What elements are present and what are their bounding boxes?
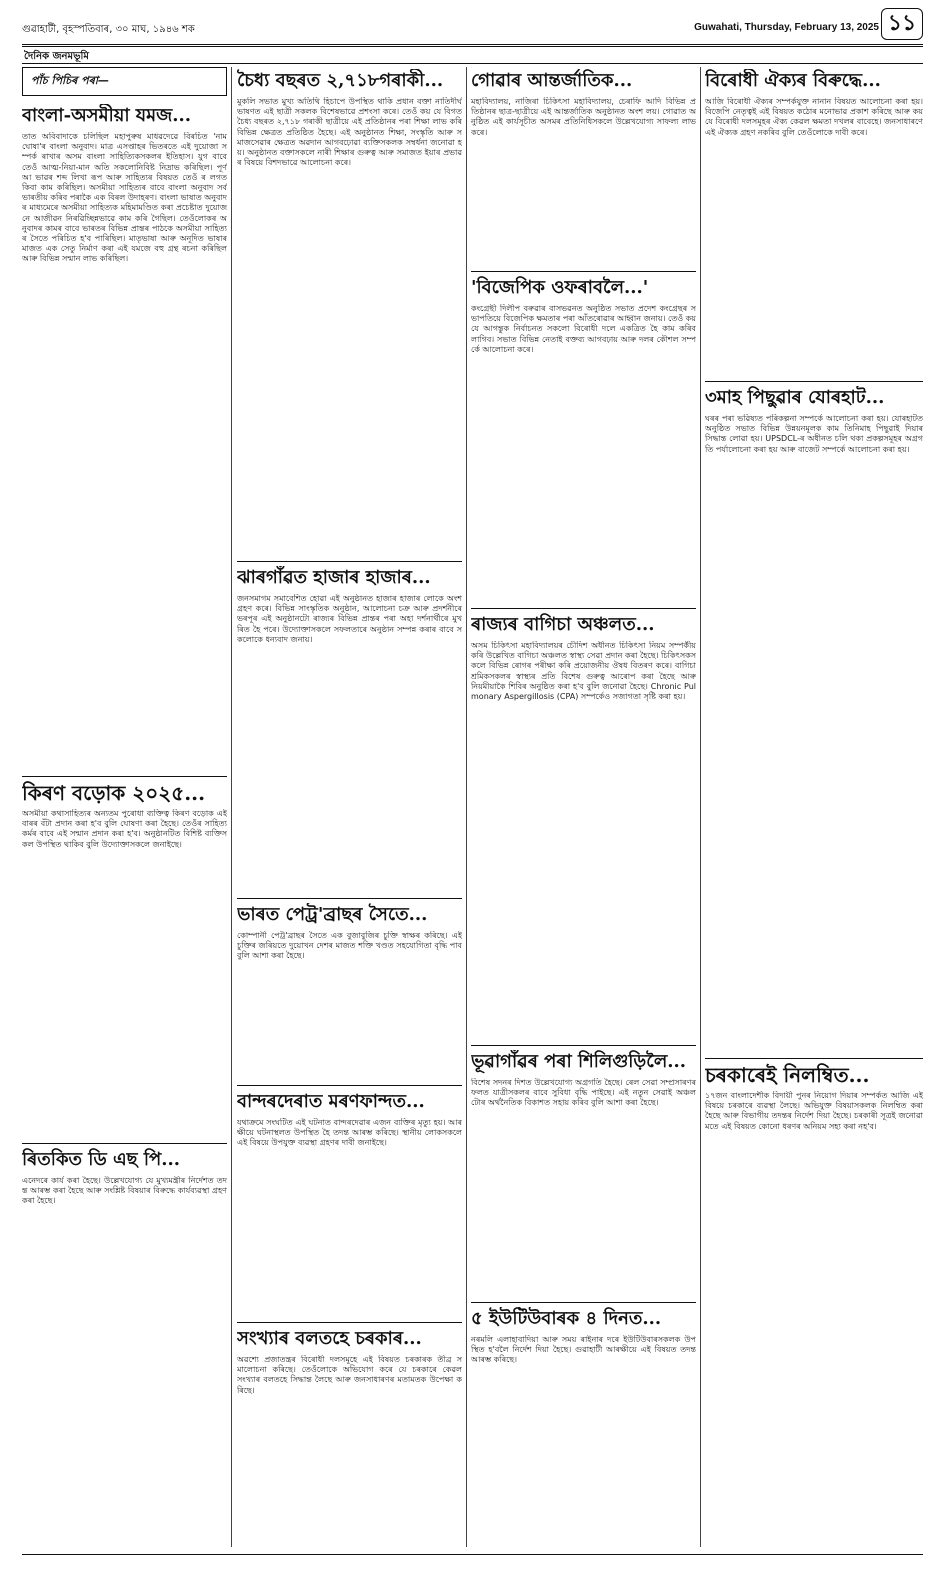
article-body: ঘৰৰ পৰা ভৱিষ্যত পৰিকল্পনা সম্পৰ্কে আলোচনা কৰা হয়। যোৰহাটত অনুষ্ঠিত সভাত বিভিন্ন উন্নয়নমূলক কাম তিনিমাহ পিছুৱাই দিয়াৰ সিদ্ধান্ত লোৱা হয়। UPSDCL-ৰ অধীনত চলি থকা প্ৰকল্পসমূহৰ অগ্ৰগতি পৰ্যালোচনা কৰা হয় আৰু বাজেট সম্পৰ্কে আলোচনা কৰা হয়।	[705, 414, 923, 454]
article-divider	[22, 776, 227, 777]
masthead-date-local: গুৱাহাটী, বৃহস্পতিবাৰ, ৩০ মাঘ, ১৯৪৬ শক	[22, 24, 195, 35]
article-divider	[237, 561, 462, 562]
headline: বান্দৰদেৰাত মৰণফান্দত...	[237, 1091, 425, 1112]
article-body: অসম চিকিৎসা মহাবিদ্যালয়ৰ চৌদিশ অধীনত চিকিৎসা নিয়ম সম্পৰ্কীয় কৰি উল্লেখিত বাগিচা অঞ্চলত স্বাস্থ্য সেৱা প্ৰদান কৰা হৈছে। চিকিৎসকসকলে বিভিন্ন ৰোগৰ পৰীক্ষা কৰি প্ৰয়োজনীয় ঔষধ বিতৰণ কৰে। বাগিচা শ্ৰমিকসকলৰ স্বাস্থ্যৰ প্ৰতি বিশেষ গুৰুত্ব আৰোপ কৰা হৈছে আৰু নিয়মীয়াকৈ শিবিৰ অনুষ্ঠিত কৰা হ'ব বুলি জনোৱা হৈছে। Chronic Pulmonary Aspergillosis (CPA) সম্পৰ্কেও সজাগতা সৃষ্টি কৰা হয়।	[471, 641, 696, 702]
headline: ৫ ইউটিউবাৰক ৪ দিনত...	[471, 1308, 662, 1329]
masthead-date-english: Guwahati, Thursday, February 13, 2025	[694, 22, 879, 33]
column-divider	[700, 67, 701, 1547]
article-divider	[471, 1045, 696, 1046]
article-body: ১৭জন বাংলাদেশীক বিদায়ী পুনৰ নিয়োগ দিয়াৰ সম্পৰ্কত আজি এই বিষয়ে চৰকাৰে ব্যৱস্থা লৈছে। অভিযুক্ত বিষয়াসকলক নিলম্বিত কৰা হৈছে আৰু বিভাগীয় তদন্তৰ নিৰ্দেশ দিয়া হৈছে। চৰকাৰী সূত্ৰই জনোৱা মতে এই বিষয়ত কোনো ধৰণৰ অনিয়ম সহ্য কৰা নহ'ব।	[705, 1091, 923, 1131]
column-1	[22, 67, 227, 1476]
article-divider	[471, 1302, 696, 1303]
article-body: আজি বিৰোধী ঐক্যৰ সম্পৰ্কযুক্ত নানান বিষয়ত আলোচনা কৰা হয়। বিজেপি নেতৃত্বই এই বিষয়ত কঠোৰ মনোভাৱ প্ৰকাশ কৰিছে আৰু কয় যে বিৰোধী দলসমূহৰ ঐক্য কেৱল ক্ষমতা দখলৰ বাবেহে। জনসাধাৰণে এই ঐক্যক গ্ৰহণ নকৰিব বুলি তেওঁলোকে দাবী কৰে।	[705, 97, 923, 137]
headline: 'বিজেপিক ওফৰাবলৈ...'	[471, 277, 649, 298]
headline: ভূৱাগাঁৱৰ পৰা শিলিগুড়িলৈ...	[471, 1051, 687, 1072]
masthead	[22, 8, 923, 42]
article-body: অসমীয়া কথাসাহিত্যৰ অন্যতম পুৰোধা ব্যক্তিত্ব কিৰণ বড়োক এইবাৰৰ বঁটা প্ৰদান কৰা হ'ব বুলি ঘোষণা কৰা হৈছে। তেওঁৰ সাহিত্যকৰ্মৰ বাবে এই সন্মান প্ৰদান কৰা হ'ব। অনুষ্ঠানটিত বিশিষ্ট ব্যক্তিসকল উপস্থিত থাকিব বুলি উদ্যোক্তাসকলে জনাইছে।	[22, 809, 227, 849]
headline: চৰকাৰেই নিলম্বিত...	[705, 1063, 870, 1087]
headline: ৰিতকিত ডি এছ পি...	[22, 1149, 181, 1170]
article-divider	[237, 898, 462, 899]
column-divider	[231, 67, 232, 1547]
article-divider	[705, 381, 923, 382]
headline: ঝাৰগাঁৱত হাজাৰ হাজাৰ...	[237, 567, 431, 588]
article-body: তাত অবিবাদাকে চলিছিল মহাপুৰুষ মাধৱদেৱে বিৰচিত 'নামঘোষা'ৰ বাংলা অনুবাদ। মাত্ৰ এসপ্তাহৰ ভিতৰতে এই দুয়োজা সম্পৰ্ক ৰাখাৰ অসম বাংলা সাহিত্যিকসকলৰ ইতিহাস। যুগ বাবে তেওঁ আত্ম-নিয়া-মান অতি সকলোনিবিষ্ট নিদ্ৰাভ কৰিছিল। পূৰ্ণ আ ভাৱৰ শব্দ লিখা ৰূপ আৰু সাহিত্যৰ বিষয়ত তেওঁ ৰ লগত কিবা কাম কৰিছিল। অসমীয়া সাহিত্যৰ বাবে বাংলা অনুবাদ সৰ্বভাৰতীয় কৰিব পৰাকৈ এক বিৰল উদাহৰণ। বাংলা ভাষাত অনুবাদৰ মাধ্যমেৰে অসমীয়া সাহিত্যক মহিমামণ্ডিত কৰা প্ৰচেষ্টাত দুয়োজনে আজীৱন নিৰৱিচ্ছিন্নভাৱে কাম কৰি গৈছিল। তেওঁলোকৰ অনুবাদৰ কামৰ বাবে ভাৰতৰ বিভিন্ন প্ৰান্তৰ পাঠকে অসমীয়া সাহিত্যৰ সৈতে পৰিচিত হ'ব পাৰিছিল। মাতৃভাষা আৰু অনূদিত ভাষাৰ মাজত এক সেতু নিৰ্মাণ কৰা এই যমজে বহু গ্ৰন্থ ৰচনা কৰিছিল আৰু বিভিন্ন সন্মান লাভ কৰিছিল।	[22, 132, 227, 264]
column-2	[237, 67, 462, 1505]
article-body: বিশেষ সদনৰ দিশত উল্লেখযোগ্য অগ্ৰগতি হৈছে। ৰেল সেৱা সম্প্ৰসাৰণৰ ফলত যাত্ৰীসকলৰ বাবে সুবিধা বৃদ্ধি পাইছে। এই নতুন সেৱাই অঞ্চলটোৰ অৰ্থনৈতিক বিকাশত সহায় কৰিব বুলি আশা কৰা হৈছে।	[471, 1078, 696, 1108]
masthead-rule	[22, 44, 923, 45]
article-divider	[237, 1085, 462, 1086]
brand-rule	[22, 63, 923, 64]
newspaper-brand: দৈনিক জনমভূমি	[24, 51, 89, 62]
article-divider	[471, 608, 696, 609]
article-divider	[22, 1143, 227, 1144]
article-body: মুকলি সভাত মুখ্য অতিথি হিচাপে উপস্থিত থাকি প্ৰধান বক্তা নাতিদীৰ্ঘ ভাষণত এই ছাত্ৰী সকলক বিশেষভাৱে প্ৰশংসা কৰে। তেওঁ কয় যে বিগত চৈধ্য বছৰত ২,৭১৮ গৰাকী ছাত্ৰীয়ে এই প্ৰতিষ্ঠানৰ পৰা শিক্ষা লাভ কৰি বিভিন্ন ক্ষেত্ৰত প্ৰতিষ্ঠিত হৈছে। এই অনুষ্ঠানত শিক্ষা, সংস্কৃতি আৰু সমাজসেৱাৰ ক্ষেত্ৰত অৱদান আগবঢ়োৱা ব্যক্তিসকলক সম্বৰ্ধনা জনোৱা হয়। অনুষ্ঠানত বক্তাসকলে নাৰী শিক্ষাৰ গুৰুত্ব আৰু সমাজত ইয়াৰ প্ৰভাৱৰ বিষয়ে বিশদভাৱে আলোচনা কৰে।	[237, 97, 462, 168]
headline: ভাৰত পেট্ৰ'ব্ৰাছৰ সৈতে...	[237, 904, 428, 925]
headline: ৰাজ্যৰ বাগিচা অঞ্চলত...	[471, 614, 655, 635]
article-body: জনসমাগম সমাবেশিত হোৱা এই অনুষ্ঠানত হাজাৰ হাজাৰ লোকে অংশগ্ৰহণ কৰে। বিভিন্ন সাংস্কৃতিক অনুষ্ঠান, আলোচনা চক্ৰ আৰু প্ৰদৰ্শনীৰে ভৰপূৰ এই অনুষ্ঠানটো ৰাজ্যৰ বিভিন্ন প্ৰান্তৰ পৰা অহা দৰ্শনাৰ্থীৰে মুখৰিত হৈ পৰে। উদ্যোক্তাসকলে সফলতাৰে অনুষ্ঠান সম্পন্ন কৰাৰ বাবে সকলোকে ধন্যবাদ জনায়।	[237, 594, 462, 644]
article-divider	[705, 1058, 923, 1059]
article-body: অৱশ্যে প্ৰজাতন্ত্ৰৰ বিৰোধী দলসমূহে এই বিষয়ত চৰকাৰক তীব্ৰ সমালোচনা কৰিছে। তেওঁলোকে অভিযোগ কৰে যে চৰকাৰে কেৱল সংখ্যাৰ বলতহে সিদ্ধান্ত লৈছে আৰু জনসাধাৰণৰ মতামতক উপেক্ষা কৰিছে।	[237, 1355, 462, 1395]
headline: কিৰণ বড়োক ২০২৫...	[22, 781, 206, 805]
article-divider	[237, 1322, 462, 1323]
section-label: পাঁচ পিচিৰ পৰা—	[22, 67, 227, 96]
footer-rule	[22, 1554, 923, 1555]
article-divider	[471, 271, 696, 272]
article-body: কংগ্ৰেছী দিলীপ বৰুৱাৰ বাসভৱনত অনুষ্ঠিত সভাত প্ৰদেশ কংগ্ৰেছৰ সভাপতিয়ে বিজেপিক ক্ষমতাৰ পৰা আঁতৰোৱাৰ আহ্বান জনায়। তেওঁ কয় যে আগন্তুক নিৰ্বাচনত সকলো বিৰোধী দলে একত্ৰিত হৈ কাম কৰিব লাগিব। সভাত বিভিন্ন নেতাই বক্তব্য আগবঢ়ায় আৰু দলৰ কৌশল সম্পৰ্কে আলোচনা কৰে।	[471, 304, 696, 354]
article-body: নৰমলি এলাহাবাদিয়া আৰু সময় ৰাইনাৰ দৰে ইউটিউবাৰসকলক উপস্থিত হ'বলৈ নিৰ্দেশ দিয়া হৈছে। গুৱাহাটী আৰক্ষীয়ে এই বিষয়ত তদন্ত আৰম্ভ কৰিছে।	[471, 1335, 696, 1365]
headline: সংখ্যাৰ বলতহে চৰকাৰ...	[237, 1328, 422, 1349]
column-divider	[466, 67, 467, 1547]
headline: ৩মাহ পিছুৱাৰ যোৰহাট...	[705, 387, 885, 408]
article-body: এনেদৰে কাৰ্য কৰা হৈছে। উল্লেখযোগ্য যে মুখ্যমন্ত্ৰীৰ নিৰ্দেশত তদন্ত আৰম্ভ কৰা হৈছে আৰু সংশ্লিষ্ট বিষয়াৰ বিৰুদ্ধে কাৰ্যব্যৱস্থা গ্ৰহণ কৰা হৈছে।	[22, 1176, 227, 1206]
column-3	[471, 67, 696, 1485]
masthead-rule-inner	[22, 46, 923, 47]
column-4	[705, 67, 923, 1491]
article-body: কোম্পানী পেট্ৰ'ব্ৰাছৰ সৈতে এক বুজাবুজিৰ চুক্তি স্বাক্ষৰ কৰিছে। এই চুক্তিৰ জৰিয়তে দুয়োখন দেশৰ মাজত শক্তি খণ্ডত সহযোগিতা বৃদ্ধি পাব বুলি আশা কৰা হৈছে।	[237, 931, 462, 961]
article-body: যথাক্ৰমে সংঘটিত এই ঘটনাত বান্দৰদেৱাৰ এজন ব্যক্তিৰ মৃত্যু হয়। আৰক্ষীয়ে ঘটনাস্থলত উপস্থিত হৈ তদন্ত আৰম্ভ কৰিছে। স্থানীয় লোকসকলে এই বিষয়ে উপযুক্ত ব্যৱস্থা গ্ৰহণৰ দাবী জনাইছে।	[237, 1118, 462, 1148]
headline: বিৰোধী ঐক্যৰ বিৰুদ্ধে...	[705, 70, 881, 91]
article-body: মহাবিদ্যালয়, নাজিৰা চিকিৎসা মহাবিদ্যালয়, চেৰাফি আদি বিভিন্ন প্ৰতিষ্ঠানৰ ছাত্ৰ-ছাত্ৰীয়ে এই আন্তৰ্জাতিক অনুষ্ঠানত অংশ লয়। গোৱাত অনুষ্ঠিত এই কাৰ্যসূচীত অসমৰ প্ৰতিনিধিসকলে উল্লেখযোগ্য সাফল্য লাভ কৰে।	[471, 97, 696, 137]
headline: চৈধ্য বছৰত ২,৭১৮গৰাকী...	[237, 70, 444, 91]
headline: গোৱাৰ আন্তৰ্জাতিক...	[471, 70, 633, 91]
headline: বাংলা-অসমীয়া যমজ...	[22, 105, 192, 126]
page-number: ১১	[881, 8, 923, 40]
